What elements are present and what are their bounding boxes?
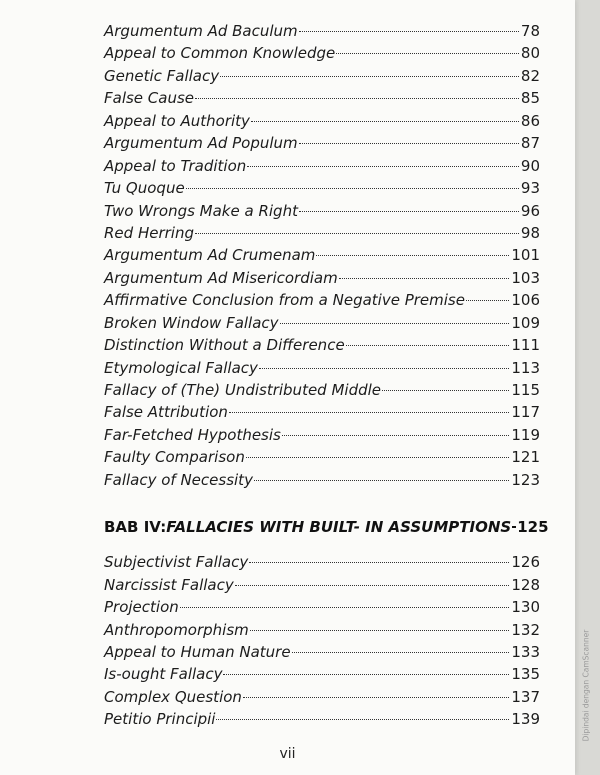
- toc-entry: [104, 619, 540, 641]
- toc-entry: [104, 686, 540, 708]
- toc-entry-title: Argumentum Ad Misericordiam: [104, 268, 338, 287]
- toc-entry-title: Subjectivist Fallacy: [104, 553, 249, 572]
- dot-leader: [299, 211, 519, 212]
- toc-entry-page-number: 139: [511, 710, 540, 729]
- toc-entry: [104, 446, 540, 468]
- dot-leader: [259, 368, 509, 369]
- dot-leader: [299, 143, 519, 144]
- toc-entry-page-number: 130: [511, 598, 540, 617]
- toc-entry: [104, 65, 540, 87]
- toc-list-top: [104, 20, 540, 491]
- toc-entry-title: Red Herring: [104, 223, 194, 242]
- toc-entry: [104, 469, 540, 491]
- toc-entry: [104, 401, 540, 423]
- watermark-text: Dipindai dengan CamScanner: [581, 629, 591, 741]
- toc-entry: [104, 379, 540, 401]
- toc-entry-page-number: 137: [511, 687, 540, 706]
- chapter-heading: [104, 515, 549, 539]
- toc-entry: [104, 177, 540, 199]
- toc-entry: [104, 87, 540, 109]
- toc-entry: [104, 334, 540, 356]
- toc-entry-page-number: 128: [511, 575, 540, 594]
- toc-entry-title: Is-ought Fallacy: [104, 665, 223, 684]
- toc-entry: [104, 424, 540, 446]
- dot-leader: [223, 674, 509, 675]
- toc-entry-title: Fallacy of Necessity: [104, 470, 253, 489]
- toc-entry-title: Appeal to Authority: [104, 111, 250, 130]
- toc-entry-title: Projection: [104, 598, 179, 617]
- dot-leader: [466, 300, 509, 301]
- dot-leader: [195, 233, 519, 234]
- dot-leader: [251, 121, 519, 122]
- chapter-label: BAB IV:: [104, 518, 167, 537]
- toc-entry-title: Faulty Comparison: [104, 448, 245, 467]
- toc-entry: [104, 132, 540, 154]
- toc-entry-page-number: 78: [520, 22, 540, 40]
- toc-entry-title: Two Wrongs Make a Right: [104, 201, 298, 220]
- dot-leader: [250, 630, 510, 631]
- chapter-title: FALLACIES WITH BUILT- IN ASSUMPTIONS: [166, 518, 512, 537]
- toc-entry: [104, 155, 540, 177]
- toc-entry-page-number: 126: [511, 553, 540, 572]
- toc-entry-page-number: 121: [511, 448, 540, 467]
- toc-entry: [104, 267, 540, 289]
- dot-leader: [235, 585, 510, 586]
- toc-entry: [104, 244, 540, 266]
- toc-entry: [104, 596, 540, 618]
- toc-entry-page-number: 96: [520, 201, 540, 220]
- toc-entry: [104, 663, 540, 685]
- dot-leader: [292, 652, 510, 653]
- toc-entry: [104, 200, 540, 222]
- toc-entry-page-number: 90: [520, 156, 540, 175]
- toc-entry: [104, 289, 540, 311]
- dot-leader: [512, 526, 516, 528]
- toc-entry: [104, 312, 540, 334]
- toc-entry-page-number: 119: [511, 425, 540, 444]
- toc-entry-title: Distinction Without a Difference: [104, 336, 345, 355]
- table-of-contents: [104, 20, 549, 731]
- toc-entry-page-number: 106: [511, 291, 540, 310]
- toc-entry-title: Anthropomorphism: [104, 620, 249, 639]
- toc-entry-title: Petitio Principii: [104, 710, 216, 729]
- toc-entry-title: Genetic Fallacy: [104, 66, 220, 85]
- dot-leader: [280, 323, 510, 324]
- toc-entry: [104, 641, 540, 663]
- toc-entry-title: Complex Question: [104, 687, 242, 706]
- toc-entry: [104, 574, 540, 596]
- toc-entry-title: Appeal to Tradition: [104, 156, 247, 175]
- dot-leader: [243, 697, 509, 698]
- toc-entry-title: False Cause: [104, 89, 195, 108]
- toc-entry-title: False Attribution: [104, 403, 228, 422]
- toc-entry-title: Argumentum Ad Baculum: [104, 22, 298, 40]
- toc-entry-title: Fallacy of (The) Undistributed Middle: [104, 381, 382, 399]
- page-footer-number: vii: [279, 746, 296, 762]
- toc-entry: [104, 42, 540, 64]
- dot-leader: [299, 31, 519, 32]
- toc-entry-page-number: 85: [520, 89, 540, 108]
- dot-leader: [282, 435, 510, 436]
- toc-entry-title: Tu Quoque: [104, 179, 185, 198]
- toc-entry-title: Affirmative Conclusion from a Negative Premise: [104, 291, 465, 310]
- toc-entry-page-number: 117: [511, 403, 540, 422]
- scanner-watermark: [576, 600, 596, 770]
- toc-entry: [104, 222, 540, 244]
- dot-leader: [339, 278, 510, 279]
- toc-entry: [104, 708, 540, 730]
- toc-entry-page-number: 87: [520, 134, 540, 153]
- dot-leader: [254, 480, 509, 481]
- toc-entry-page-number: 98: [520, 223, 540, 242]
- dot-leader: [246, 457, 510, 458]
- dot-leader: [186, 188, 519, 189]
- toc-entry-title: Appeal to Common Knowledge: [104, 44, 336, 63]
- dot-leader: [249, 562, 509, 563]
- toc-entry-title: Argumentum Ad Crumenam: [104, 246, 316, 265]
- toc-entry-page-number: 86: [520, 111, 540, 130]
- toc-entry-page-number: 113: [511, 358, 540, 377]
- toc-entry: [104, 20, 540, 42]
- toc-entry-title: Etymological Fallacy: [104, 358, 258, 377]
- dot-leader: [216, 719, 509, 720]
- dot-leader: [220, 76, 519, 77]
- toc-entry-page-number: 109: [511, 313, 540, 332]
- toc-entry-page-number: 82: [520, 66, 540, 85]
- toc-entry-page-number: 111: [511, 336, 540, 355]
- toc-entry-page-number: 80: [520, 44, 540, 63]
- toc-list-bottom: [104, 551, 540, 731]
- toc-entry-page-number: 115: [511, 381, 540, 399]
- toc-entry-title: Far-Fetched Hypothesis: [104, 425, 281, 444]
- dot-leader: [382, 390, 509, 391]
- toc-entry-page-number: 133: [511, 642, 540, 661]
- toc-entry: [104, 110, 540, 132]
- toc-entry-title: Argumentum Ad Populum: [104, 134, 298, 153]
- dot-leader: [195, 98, 519, 99]
- chapter-page-number: 125: [517, 518, 549, 537]
- toc-entry: [104, 357, 540, 379]
- dot-leader: [247, 166, 519, 167]
- toc-entry-title: Broken Window Fallacy: [104, 313, 279, 332]
- toc-entry-page-number: 132: [511, 620, 540, 639]
- dot-leader: [346, 345, 510, 346]
- toc-entry-page-number: 101: [511, 246, 540, 265]
- dot-leader: [229, 412, 509, 413]
- toc-entry-title: Narcissist Fallacy: [104, 575, 234, 594]
- dot-leader: [180, 607, 510, 608]
- toc-entry-page-number: 123: [511, 470, 540, 489]
- toc-entry: [104, 551, 540, 573]
- toc-entry-page-number: 135: [511, 665, 540, 684]
- dot-leader: [316, 255, 509, 256]
- toc-entry-page-number: 93: [520, 179, 540, 198]
- toc-entry-page-number: 103: [511, 268, 540, 287]
- dot-leader: [336, 53, 519, 54]
- toc-entry-title: Appeal to Human Nature: [104, 642, 291, 661]
